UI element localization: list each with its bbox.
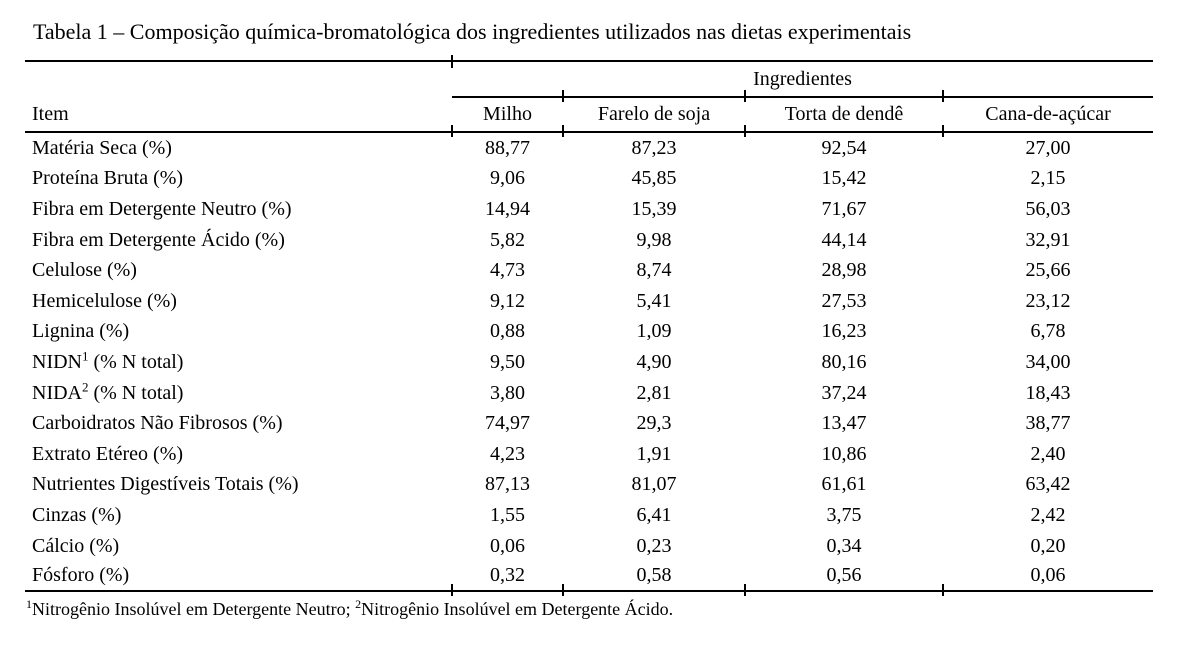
row-item-label — [25, 347, 452, 378]
group-header-row — [25, 60, 1153, 98]
row-item-label — [25, 255, 452, 286]
column-header-cana-de-acucar: Cana-de-açúcar — [943, 98, 1153, 133]
row-item-label — [25, 500, 452, 531]
value-cell: 0,56 — [745, 561, 943, 592]
table-body — [25, 133, 1153, 592]
value-cell: 0,06 — [490, 534, 525, 557]
row-item-label — [25, 439, 452, 470]
item-label-text: Extrato Etéreo (%) — [32, 442, 184, 465]
value-cell: 45,85 — [631, 167, 677, 190]
value-cell: 3,75 — [826, 503, 862, 526]
corner-cell — [25, 60, 452, 98]
value-cell: 2,42 — [1030, 503, 1066, 526]
value-cell: 0,88 — [490, 320, 525, 343]
item-label-text: Cálcio (%) — [32, 534, 120, 557]
value-cell: 25,66 — [1025, 259, 1071, 282]
value-cell: 3,80 — [490, 381, 525, 404]
row-item-label — [25, 133, 452, 164]
value-cell: 13,47 — [821, 412, 867, 435]
value-cell: 9,06 — [490, 167, 525, 190]
table-row — [25, 164, 1153, 195]
group-header-cell — [452, 60, 1153, 98]
row-item-label — [25, 225, 452, 256]
value-cell: 0,58 — [563, 561, 745, 592]
table-row — [25, 286, 1153, 317]
column-header-milho: Milho — [452, 98, 563, 133]
item-label-suffix: (% N total) — [88, 350, 184, 373]
value-cell: 34,00 — [1025, 350, 1071, 373]
value-cell: 14,94 — [485, 197, 530, 220]
group-header-label: Ingredientes — [753, 67, 852, 90]
value-cell: 16,23 — [821, 320, 867, 343]
table-row — [25, 194, 1153, 225]
row-item-label — [25, 378, 452, 409]
value-cell: 56,03 — [1025, 197, 1071, 220]
table-row — [25, 317, 1153, 348]
value-cell: 2,81 — [636, 381, 672, 404]
column-header-item: Item — [25, 98, 452, 133]
value-cell: 1,55 — [490, 503, 525, 526]
value-cell: 0,23 — [636, 534, 672, 557]
value-cell: 5,41 — [636, 289, 672, 312]
item-label-text: Proteína Bruta (%) — [32, 167, 184, 190]
footnote-text-2: Nitrogênio Insolúvel em Detergente Ácido. — [361, 599, 674, 619]
item-label-text: NIDN — [32, 350, 82, 373]
value-cell: 10,86 — [821, 442, 867, 465]
value-cell: 88,77 — [485, 136, 530, 159]
table-row — [25, 255, 1153, 286]
table-row — [25, 408, 1153, 439]
value-cell: 4,23 — [490, 442, 525, 465]
value-cell: 2,40 — [1030, 442, 1066, 465]
table-row — [25, 439, 1153, 470]
value-cell: 9,98 — [636, 228, 672, 251]
item-label-text: Celulose (%) — [32, 259, 137, 282]
value-cell: 2,15 — [1030, 167, 1066, 190]
item-label-text: NIDA — [32, 381, 82, 404]
table-row — [25, 133, 1153, 164]
item-label-text: Fibra em Detergente Ácido (%) — [32, 228, 285, 251]
value-cell: 27,53 — [821, 289, 867, 312]
table-row — [25, 531, 1153, 562]
column-header-torta-de-dende: Torta de dendê — [745, 98, 943, 133]
value-cell: 0,20 — [1030, 534, 1066, 557]
value-cell: 92,54 — [821, 136, 867, 159]
column-header-row — [25, 98, 1153, 133]
value-cell: 8,74 — [636, 259, 672, 282]
value-cell: 27,00 — [1025, 136, 1071, 159]
value-cell: 23,12 — [1025, 289, 1071, 312]
footnote-text-1: Nitrogênio Insolúvel em Detergente Neutro; — [32, 599, 356, 619]
footnote — [26, 597, 673, 621]
row-item-label — [25, 531, 452, 562]
item-label-text: Matéria Seca (%) — [32, 136, 172, 159]
item-label-superscript: 1 — [82, 348, 89, 364]
value-cell: 9,12 — [490, 289, 525, 312]
value-cell: 81,07 — [631, 473, 677, 496]
value-cell: 1,91 — [636, 442, 672, 465]
value-cell: 0,32 — [452, 561, 563, 592]
value-cell: 0,06 — [943, 561, 1153, 592]
value-cell: 15,39 — [631, 197, 677, 220]
value-cell: 4,90 — [636, 350, 672, 373]
value-cell: 80,16 — [821, 350, 867, 373]
value-cell: 6,41 — [636, 503, 672, 526]
row-item-label — [25, 317, 452, 348]
value-cell: 74,97 — [485, 412, 530, 435]
value-cell: 1,09 — [636, 320, 672, 343]
value-cell: 15,42 — [821, 167, 867, 190]
item-label-text: Lignina (%) — [32, 320, 130, 343]
composition-table — [25, 60, 1153, 592]
value-cell: 6,78 — [1030, 320, 1066, 343]
value-cell: 87,13 — [485, 473, 530, 496]
value-cell: 18,43 — [1025, 381, 1071, 404]
item-label-text: Carboidratos Não Fibrosos (%) — [32, 412, 283, 435]
value-cell: 32,91 — [1025, 228, 1071, 251]
value-cell: 71,67 — [821, 197, 867, 220]
footnote-superscript-2: 2 — [355, 597, 362, 611]
value-cell: 29,3 — [636, 412, 672, 435]
item-label-text: Fibra em Detergente Neutro (%) — [32, 197, 292, 220]
value-cell: 63,42 — [1025, 473, 1071, 496]
row-item-label — [25, 286, 452, 317]
value-cell: 9,50 — [490, 350, 525, 373]
table-row — [25, 378, 1153, 409]
column-header-farelo-de-soja: Farelo de soja — [563, 98, 745, 133]
row-item-label — [25, 164, 452, 195]
value-cell: 38,77 — [1025, 412, 1071, 435]
value-cell: 0,34 — [826, 534, 862, 557]
table-row — [25, 561, 1153, 592]
table-row — [25, 500, 1153, 531]
row-item-label — [25, 561, 452, 592]
table-row — [25, 225, 1153, 256]
value-cell: 5,82 — [490, 228, 525, 251]
footnote-superscript-1: 1 — [26, 597, 32, 611]
row-item-label — [25, 470, 452, 501]
table-caption: Tabela 1 – Composição química-bromatológica dos ingredientes utilizados nas dietas experimentais — [33, 19, 912, 44]
value-cell: 28,98 — [821, 259, 867, 282]
row-item-label — [25, 194, 452, 225]
table-row — [25, 470, 1153, 501]
table-row — [25, 347, 1153, 378]
item-label-suffix: (% N total) — [88, 381, 184, 404]
row-item-label — [25, 408, 452, 439]
item-label-text: Cinzas (%) — [32, 503, 122, 526]
value-cell: 37,24 — [821, 381, 867, 404]
value-cell: 87,23 — [631, 136, 677, 159]
item-label-superscript: 2 — [82, 378, 89, 394]
item-label-text: Fósforo (%) — [32, 564, 130, 587]
value-cell: 44,14 — [821, 228, 867, 251]
value-cell: 4,73 — [490, 259, 525, 282]
value-cell: 61,61 — [821, 473, 867, 496]
item-label-text: Hemicelulose (%) — [32, 289, 177, 312]
item-label-text: Nutrientes Digestíveis Totais (%) — [32, 473, 299, 496]
